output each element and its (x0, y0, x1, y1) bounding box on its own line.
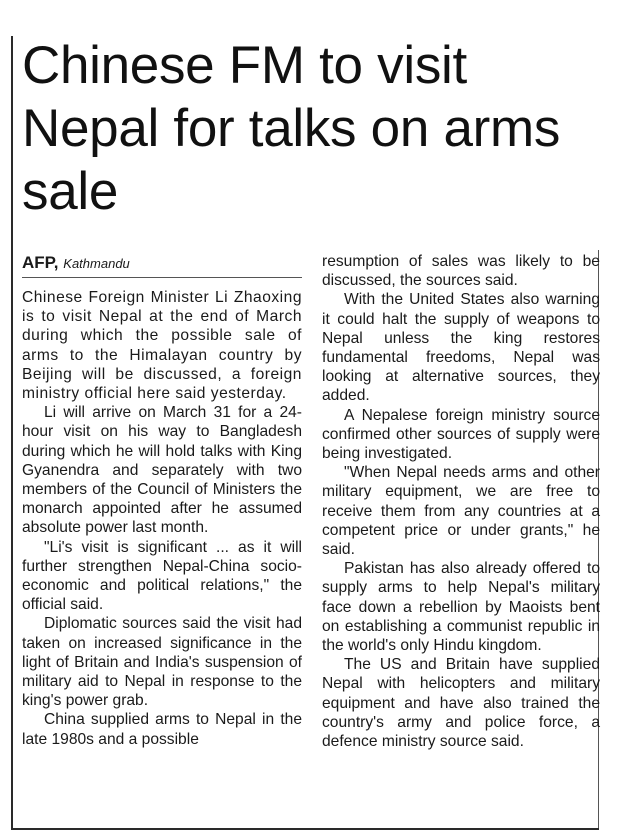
left-column-rule (11, 36, 13, 830)
article-column-right (322, 252, 600, 751)
paragraph: The US and Britain have supplied Nepal with helicopters and military equipment and have also trained the country's army and police force, a defence ministry source said. (322, 656, 600, 751)
article-column-left (22, 288, 302, 749)
byline-location: Kathmandu (63, 256, 130, 271)
paragraph: "Li's visit is significant ... as it will further strengthen Nepal-China socio-economic and political relations," the official said. (22, 538, 302, 614)
paragraph: Pakistan has also already offered to supply arms to help Nepal's military face down a rebellion by Maoists bent on establishing a communist republic in the world's only Hindu kingdom. (322, 560, 600, 655)
paragraph: Chinese Foreign Minister Li Zhaoxing is to visit Nepal at the end of March during which the possible sale of arms to the Himalayan country by Beijing will be discussed, a foreign ministry official here said yesterday. (22, 289, 302, 403)
article-headline: Chinese FM to visit Nepal for talks on arms sale (22, 36, 561, 221)
paragraph: Diplomatic sources said the visit had taken on increased significance in the light of Britain and India's suspension of military aid to Nepal in response to the king's power grab. (22, 615, 302, 710)
paragraph: "When Nepal needs arms and other military equipment, we are free to receive them from any countries at a competent price or under grants," he said. (322, 464, 600, 559)
paragraph: With the United States also warning it could halt the supply of weapons to Nepal unless the king restores fundamental freedoms, Nepal was looking at alternative sources, they added. (322, 291, 600, 405)
paragraph: Li will arrive on March 31 for a 24-hour visit on his way to Bangladesh during which he will hold talks with King Gyanendra and separately with two members of the Council of Ministers the monarch appointed after he assumed absolute power last month. (22, 404, 302, 537)
byline-agency: AFP, (22, 253, 59, 272)
bottom-rule (11, 828, 599, 830)
paragraph: China supplied arms to Nepal in the late 1980s and a possible (22, 711, 302, 748)
paragraph: A Nepalese foreign ministry source confirmed other sources of supply were being investigated. (322, 406, 600, 463)
byline (22, 252, 302, 278)
paragraph-continued: resumption of sales was likely to be discussed, the sources said. (322, 253, 600, 290)
